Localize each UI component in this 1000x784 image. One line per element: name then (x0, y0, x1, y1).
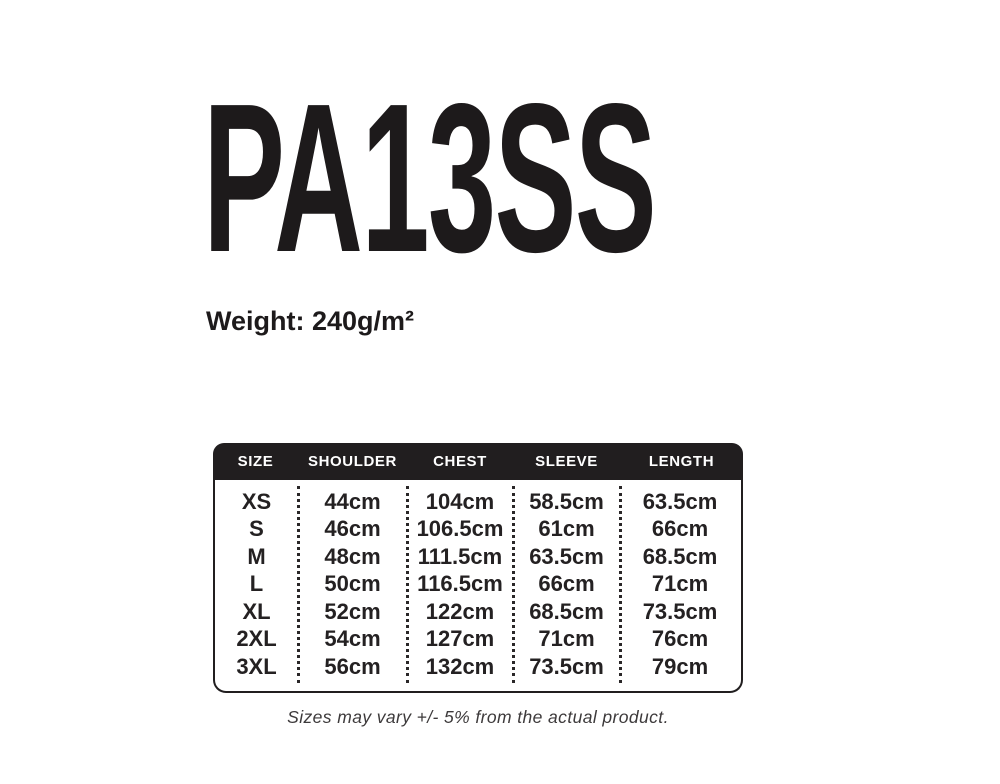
cell-chest: 106.5cm (416, 516, 504, 542)
column-separator (512, 486, 515, 683)
table-row-m (215, 543, 741, 571)
size-disclaimer-note: Sizes may vary +/- 5% from the actual product. (287, 707, 669, 727)
table-row-2xl (215, 626, 741, 654)
cell-length: 76cm (651, 626, 709, 652)
header-cell-shoulder: SHOULDER (308, 453, 397, 470)
table-row-xs (215, 488, 741, 516)
cell-length: 71cm (651, 571, 709, 597)
table-row-s (215, 516, 741, 544)
size-chart-header-row (213, 443, 743, 480)
header-cell-sleeve: SLEEVE (535, 453, 598, 470)
cell-size: 3XL (236, 653, 277, 679)
cell-chest: 104cm (425, 488, 495, 514)
cell-chest: 122cm (425, 598, 495, 624)
cell-size: XS (241, 488, 272, 514)
cell-shoulder: 54cm (324, 626, 381, 652)
product-weight-label: Weight: 240g/m² (206, 306, 415, 336)
cell-length: 66cm (651, 516, 709, 542)
cell-chest: 127cm (425, 626, 495, 652)
cell-size: S (249, 516, 264, 542)
cell-length: 68.5cm (642, 543, 718, 569)
cell-shoulder: 56cm (324, 653, 381, 679)
cell-shoulder: 52cm (324, 598, 381, 624)
cell-chest: 111.5cm (417, 543, 503, 569)
table-row-l (215, 571, 741, 599)
product-code-title: PA13SS (203, 59, 656, 296)
size-chart-table (213, 443, 743, 693)
cell-shoulder: 44cm (324, 488, 381, 514)
table-row-3xl (215, 653, 741, 681)
cell-size: M (247, 543, 266, 569)
column-separator (406, 486, 409, 683)
cell-size: 2XL (236, 626, 277, 652)
cell-sleeve: 68.5cm (529, 598, 604, 624)
cell-sleeve: 66cm (538, 571, 595, 597)
cell-length: 79cm (651, 653, 709, 679)
column-separator (619, 486, 622, 683)
cell-shoulder: 50cm (324, 571, 381, 597)
cell-length: 73.5cm (642, 598, 718, 624)
header-cell-length: LENGTH (648, 453, 715, 470)
cell-sleeve: 61cm (538, 516, 595, 542)
cell-sleeve: 58.5cm (529, 488, 604, 514)
header-cell-chest: CHEST (433, 453, 487, 470)
cell-shoulder: 48cm (324, 543, 381, 569)
cell-sleeve: 63.5cm (529, 543, 604, 569)
cell-size: XL (242, 598, 271, 624)
cell-shoulder: 46cm (324, 516, 381, 542)
header-cell-size: SIZE (237, 453, 274, 470)
size-chart-body (213, 480, 743, 693)
cell-sleeve: 73.5cm (529, 653, 604, 679)
cell-size: L (249, 571, 264, 597)
table-row-xl (215, 598, 741, 626)
cell-sleeve: 71cm (538, 626, 595, 652)
column-separator (297, 486, 300, 683)
cell-chest: 116.5cm (417, 571, 503, 597)
cell-length: 63.5cm (642, 488, 718, 514)
cell-chest: 132cm (425, 653, 495, 679)
